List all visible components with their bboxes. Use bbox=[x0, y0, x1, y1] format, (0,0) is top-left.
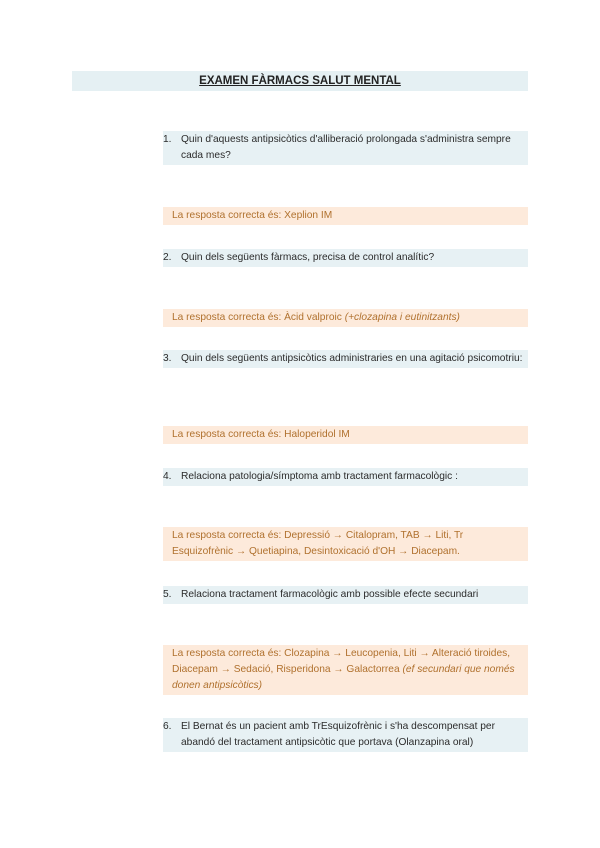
answer-1 bbox=[163, 207, 528, 225]
question-1 bbox=[163, 131, 528, 165]
question-number: 5. bbox=[163, 589, 172, 600]
question-number: 2. bbox=[163, 252, 172, 263]
question-2 bbox=[163, 249, 528, 267]
question-number: 1. bbox=[163, 134, 172, 145]
answer-3 bbox=[163, 426, 528, 444]
answer-5 bbox=[163, 645, 528, 695]
question-number: 3. bbox=[163, 353, 172, 364]
question-text: Quin dels següents antipsicòtics administraries en una agitació psicomotriu: bbox=[181, 353, 523, 364]
answer-2 bbox=[163, 309, 528, 327]
question-text: Relaciona tractament farmacològic amb possible efecte secundari bbox=[181, 589, 479, 600]
answer-text: La resposta correcta és: Àcid valproic bbox=[172, 312, 345, 323]
question-3 bbox=[163, 350, 528, 368]
question-5 bbox=[163, 586, 528, 604]
answer-note: (ef secundari que només donen antipsicòtics) bbox=[172, 664, 515, 691]
question-text: Quin d'aquests antipsicòtics d'alliberació prolongada s'administra sempre cada mes? bbox=[181, 134, 511, 161]
page-title: EXAMEN FÀRMACS SALUT MENTAL bbox=[199, 75, 401, 87]
question-text: Quin dels següents fàrmacs, precisa de control analític? bbox=[181, 252, 435, 263]
answer-text: La resposta correcta és: Xeplion IM bbox=[172, 210, 333, 221]
answer-text: La resposta correcta és: Clozapina → Leucopenia, Liti → Alteració tiroides, Diacepam → Sedació, Risperidona → Galactorrea bbox=[172, 648, 511, 675]
question-text: Relaciona patologia/símptoma amb tractament farmacològic : bbox=[181, 471, 458, 482]
answer-note: (+clozapina i eutinitzants) bbox=[344, 312, 460, 323]
question-text: El Bernat és un pacient amb TrEsquizofrènic i s'ha descompensat per abandó del tractament antipsicòtic que portava (Olanzapina oral) bbox=[181, 721, 495, 748]
answer-text: La resposta correcta és: Depressió → Citalopram, TAB → Liti, Tr Esquizofrènic → Quetiapina, Desintoxicació d'OH → Diacepam. bbox=[172, 530, 464, 557]
answer-4 bbox=[163, 527, 528, 561]
answer-text: La resposta correcta és: Haloperidol IM bbox=[172, 429, 350, 440]
question-6 bbox=[163, 718, 528, 752]
question-4 bbox=[163, 468, 528, 486]
question-number: 4. bbox=[163, 471, 172, 482]
question-number: 6. bbox=[163, 721, 172, 732]
title-bar bbox=[72, 71, 528, 91]
